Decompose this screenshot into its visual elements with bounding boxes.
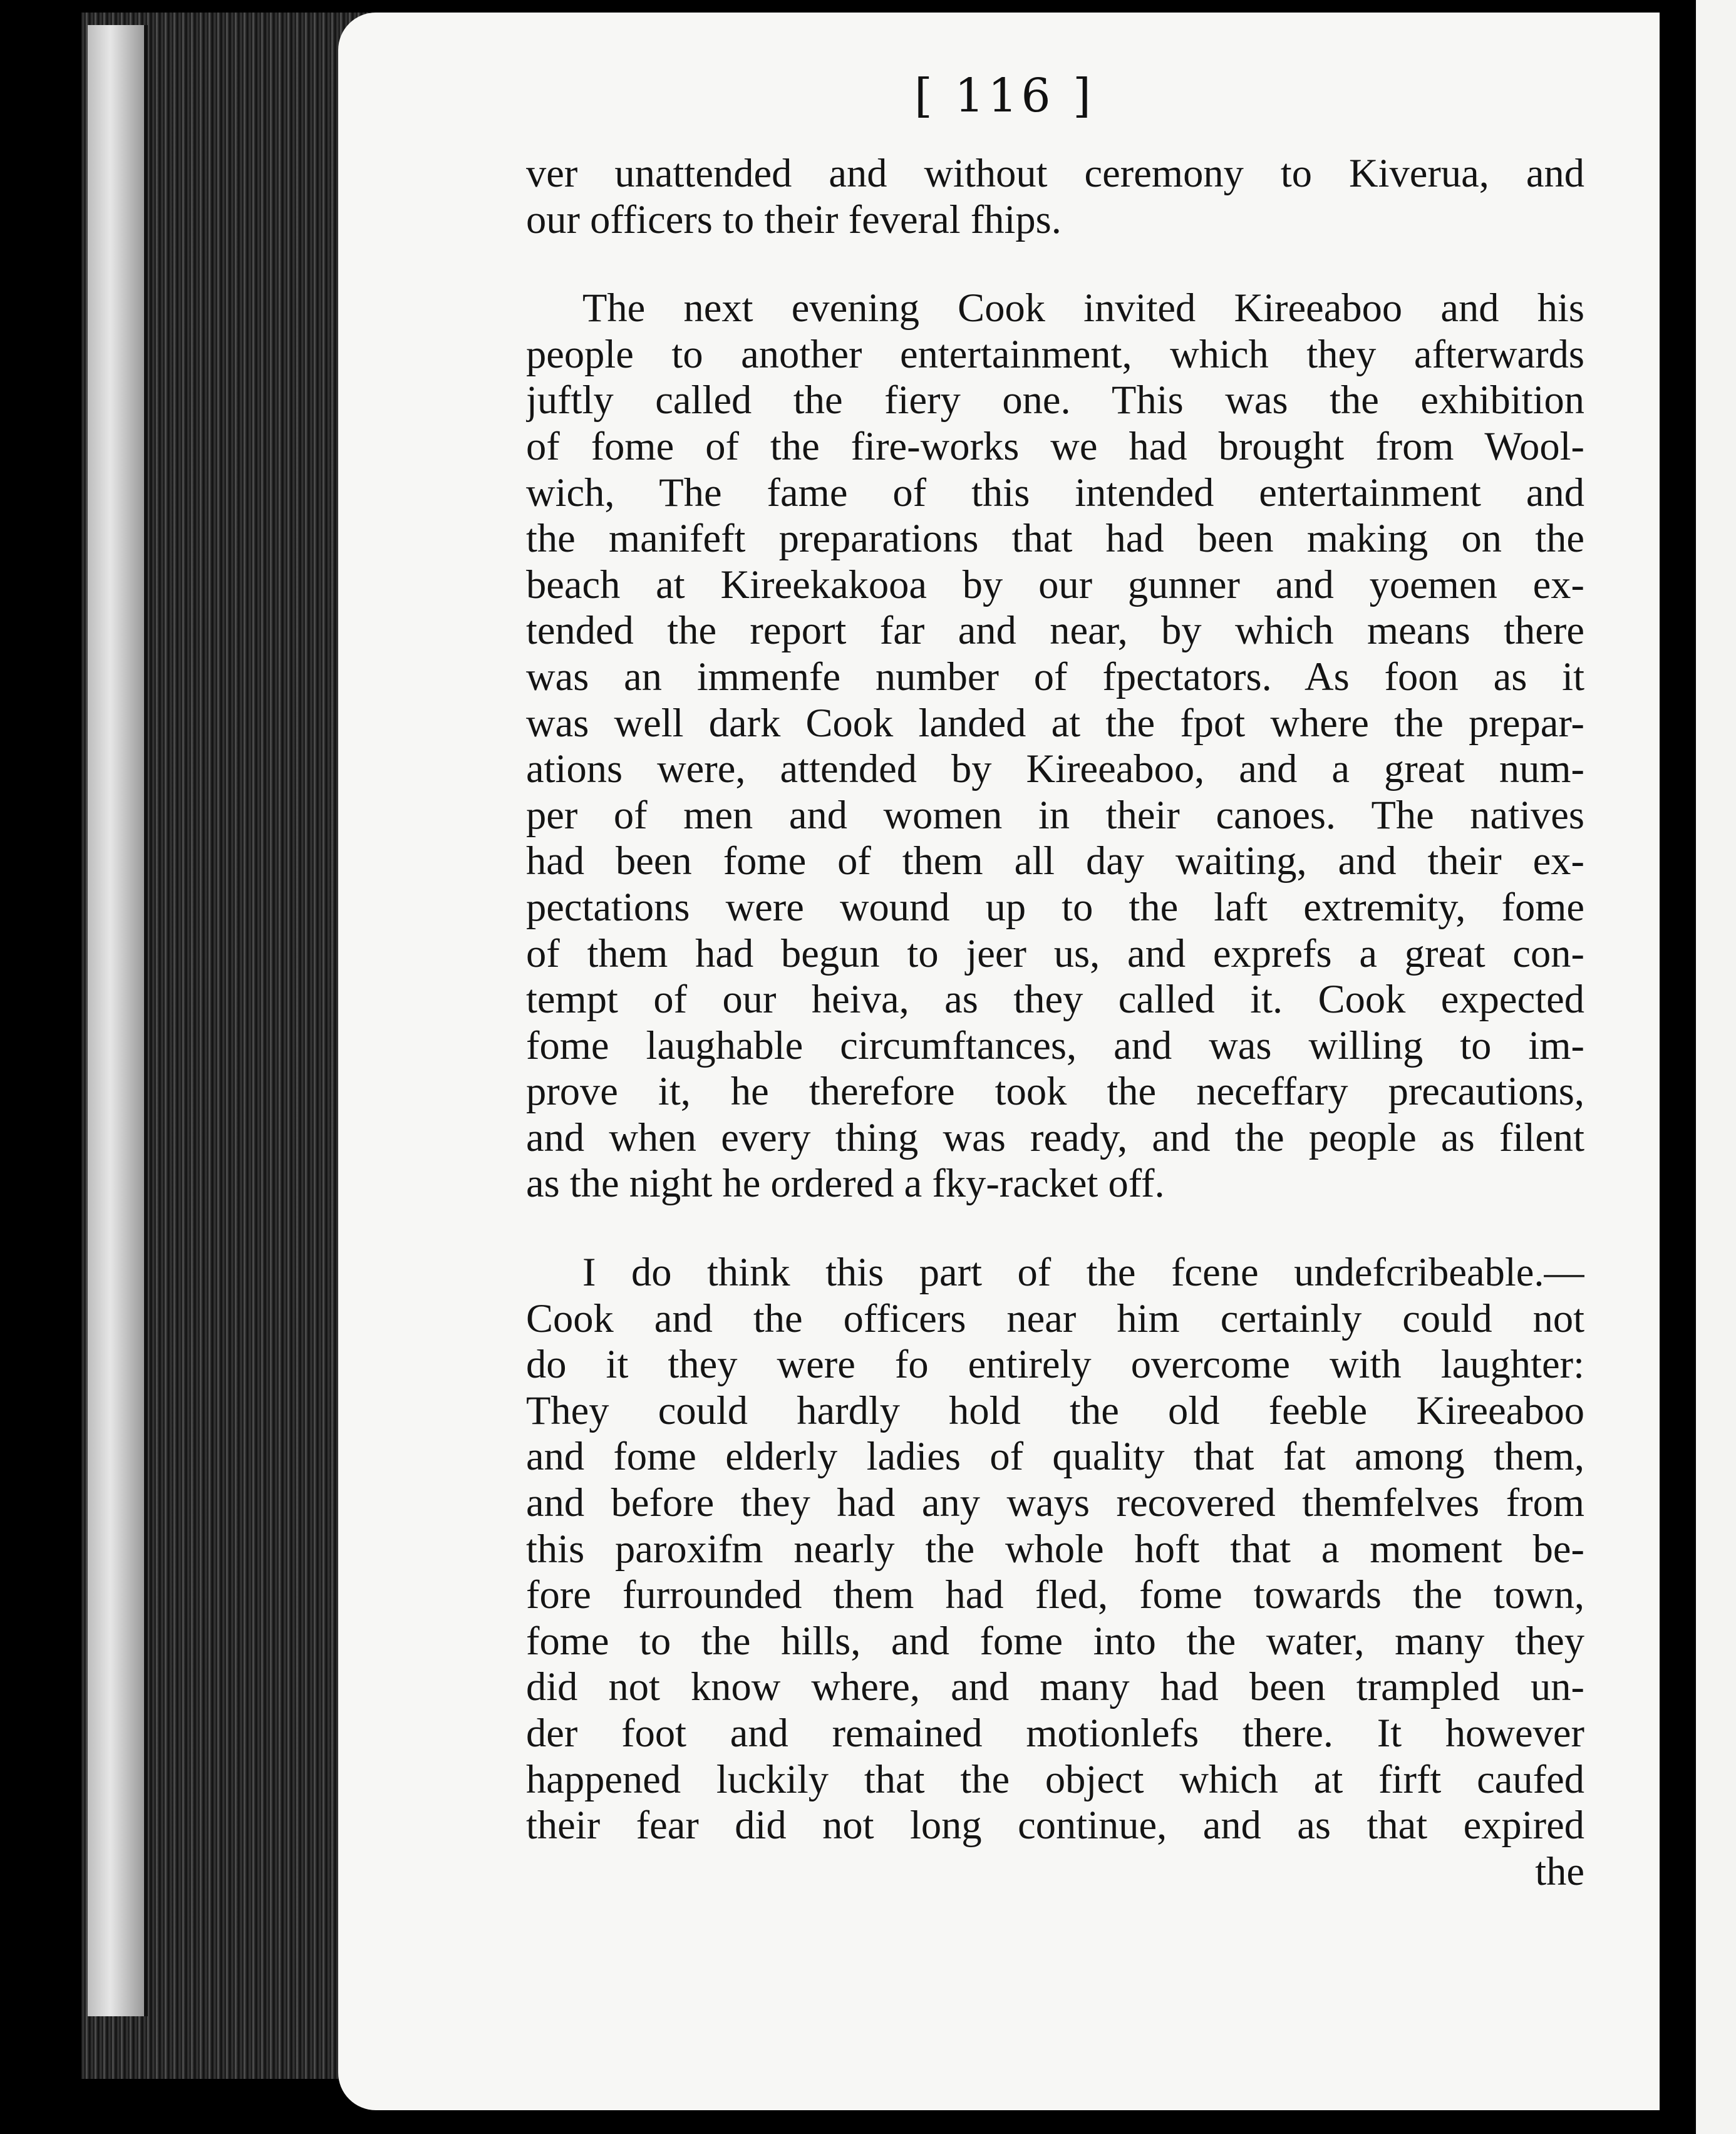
- text-line: fore furrounded them had fled, fome towards the town,: [526, 1572, 1584, 1617]
- text-line: the manifeft preparations that had been making on the: [526, 516, 1584, 561]
- book-spine-edge: [88, 25, 148, 2016]
- text-line: ations were, attended by Kireeaboo, and a great num-: [526, 746, 1584, 791]
- paragraph: [526, 1249, 1584, 1848]
- text-line: The next evening Cook invited Kireeaboo and his: [582, 286, 1584, 331]
- text-line: and when every thing was ready, and the people as filent: [526, 1115, 1584, 1160]
- text-line: of them had begun to jeer us, and exprefs a great con-: [526, 930, 1584, 976]
- text-line: of fome of the fire-works we had brought from Wool-: [526, 423, 1584, 468]
- text-line: fome laughable circumftances, and was willing to im-: [526, 1023, 1584, 1068]
- text-line: do it they were fo entirely overcome with laughter:: [526, 1342, 1584, 1387]
- facing-page-edge: [1691, 0, 1736, 2134]
- text-line: our officers to their feveral fhips.: [526, 197, 1062, 242]
- catchword: the: [1535, 1848, 1584, 1894]
- text-line: and before they had any ways recovered themfelves from: [526, 1480, 1584, 1525]
- paragraph: [526, 285, 1584, 1207]
- text-line: happened luckily that the object which at firft caufed: [526, 1756, 1584, 1802]
- text-line: and fome elderly ladies of quality that fat among them,: [526, 1434, 1584, 1479]
- page-number-header: [ 116 ]: [914, 69, 1095, 123]
- text-line: had been fome of them all day waiting, and their ex-: [526, 838, 1584, 884]
- text-line: tended the report far and near, by which means there: [526, 608, 1584, 653]
- text-line: pectations were wound up to the laft extremity, fome: [526, 884, 1584, 929]
- text-line: beach at Kireekakooa by our gunner and yoemen ex-: [526, 562, 1584, 607]
- text-line: juftly called the fiery one. This was the exhibition: [526, 378, 1584, 423]
- paragraph-gap: [526, 1207, 1584, 1249]
- text-line: I do think this part of the fcene undefcribeable.—: [582, 1250, 1584, 1295]
- text-line: ver unattended and without ceremony to Kiverua, and: [526, 151, 1584, 195]
- text-line: der foot and remained motionlefs there. It however: [526, 1711, 1584, 1755]
- text-line: They could hardly hold the old feeble Kireeaboo: [526, 1388, 1584, 1433]
- paragraph-gap: [526, 242, 1584, 285]
- text-line: per of men and women in their canoes. The natives: [526, 792, 1584, 837]
- text-line: people to another entertainment, which they afterwards: [526, 331, 1584, 376]
- text-line: tempt of our heiva, as they called it. Cook expected: [526, 977, 1584, 1022]
- text-line: was an immenfe number of fpectators. As foon as it: [526, 654, 1584, 699]
- text-line: did not know where, and many had been trampled un-: [526, 1664, 1584, 1709]
- text-line: their fear did not long continue, and as that expired: [526, 1803, 1584, 1848]
- paragraph: [526, 150, 1584, 242]
- text-line: was well dark Cook landed at the fpot where the prepar-: [526, 700, 1584, 745]
- text-line: Cook and the officers near him certainly could not: [526, 1296, 1584, 1341]
- text-line: this paroxifm nearly the whole hoft that a moment be-: [526, 1526, 1584, 1571]
- text-line: prove it, he therefore took the neceffary precautions,: [526, 1069, 1584, 1114]
- text-line: as the night he ordered a fky-racket off.: [526, 1161, 1165, 1206]
- body-text: [526, 150, 1584, 1894]
- text-line: fome to the hills, and fome into the water, many they: [526, 1618, 1584, 1663]
- text-line: wich, The fame of this intended entertainment and: [526, 470, 1584, 515]
